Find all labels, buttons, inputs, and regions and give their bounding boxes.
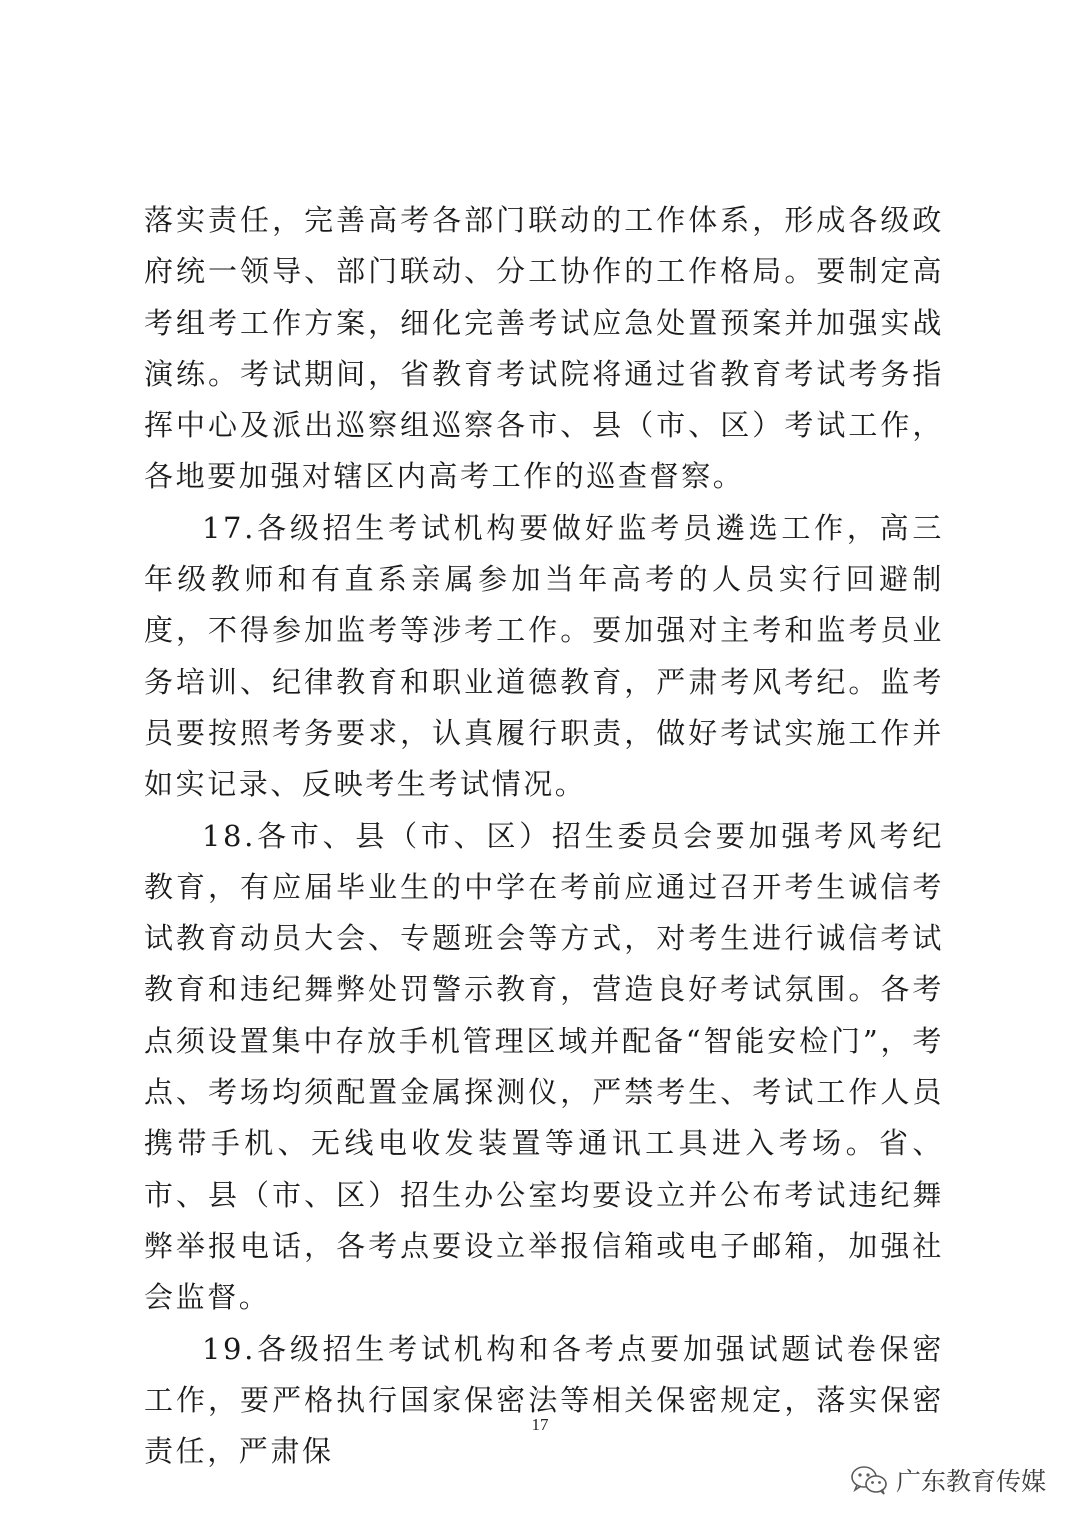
paragraph-continuation: 落实责任，完善高考各部门联动的工作体系，形成各级政府统一领导、部门联动、分工协作的工作格局。要制定高考组考工作方案，细化完善考试应急处置预案并加强实战演练。考试期间，省教育考试院将通过省教育考试考务指挥中心及派出巡察组巡察各市、县（市、区）考试工作，各地要加强对辖区内高考工作的巡查督察。 — [144, 203, 944, 494]
page-number: 17 — [531, 1415, 549, 1434]
paragraph-item-18: 18.各市、县（市、区）招生委员会要加强考风考纪教育，有应届毕业生的中学在考前应通过召开考生诚信考试教育动员大会、专题班会等方式，对考生进行诚信考试教育和违纪舞弊处罚警示教育，营造良好考试氛围。各考点须设置集中存放手机管理区域并配备“智能安检门”，考点、考场均须配置金属探测仪，严禁考生、考试工作人员携带手机、无线电收发装置等通讯工具进入考场。省、市、县（市、区）招生办公室均要设立并公布考试违纪舞弊举报电话，各考点要设立举报信箱或电子邮箱，加强社会监督。 — [144, 818, 944, 1315]
wechat-icon — [850, 1464, 888, 1496]
document-body — [144, 195, 944, 1477]
watermark — [850, 1460, 1046, 1500]
paragraph-item-19: 19.各级招生考试机构和各考点要加强试题试卷保密工作，要严格执行国家保密法等相关保密规定，落实保密责任，严肃保 — [144, 1331, 944, 1469]
paragraph-item-17: 17.各级招生考试机构要做好监考员遴选工作，高三年级教师和有直系亲属参加当年高考的人员实行回避制度，不得参加监考等涉考工作。要加强对主考和监考员业务培训、纪律教育和职业道德教育，严肃考风考纪。监考员要按照考务要求，认真履行职责，做好考试实施工作并如实记录、反映考生考试情况。 — [144, 510, 944, 802]
watermark-label: 广东教育传媒 — [895, 1467, 1046, 1496]
